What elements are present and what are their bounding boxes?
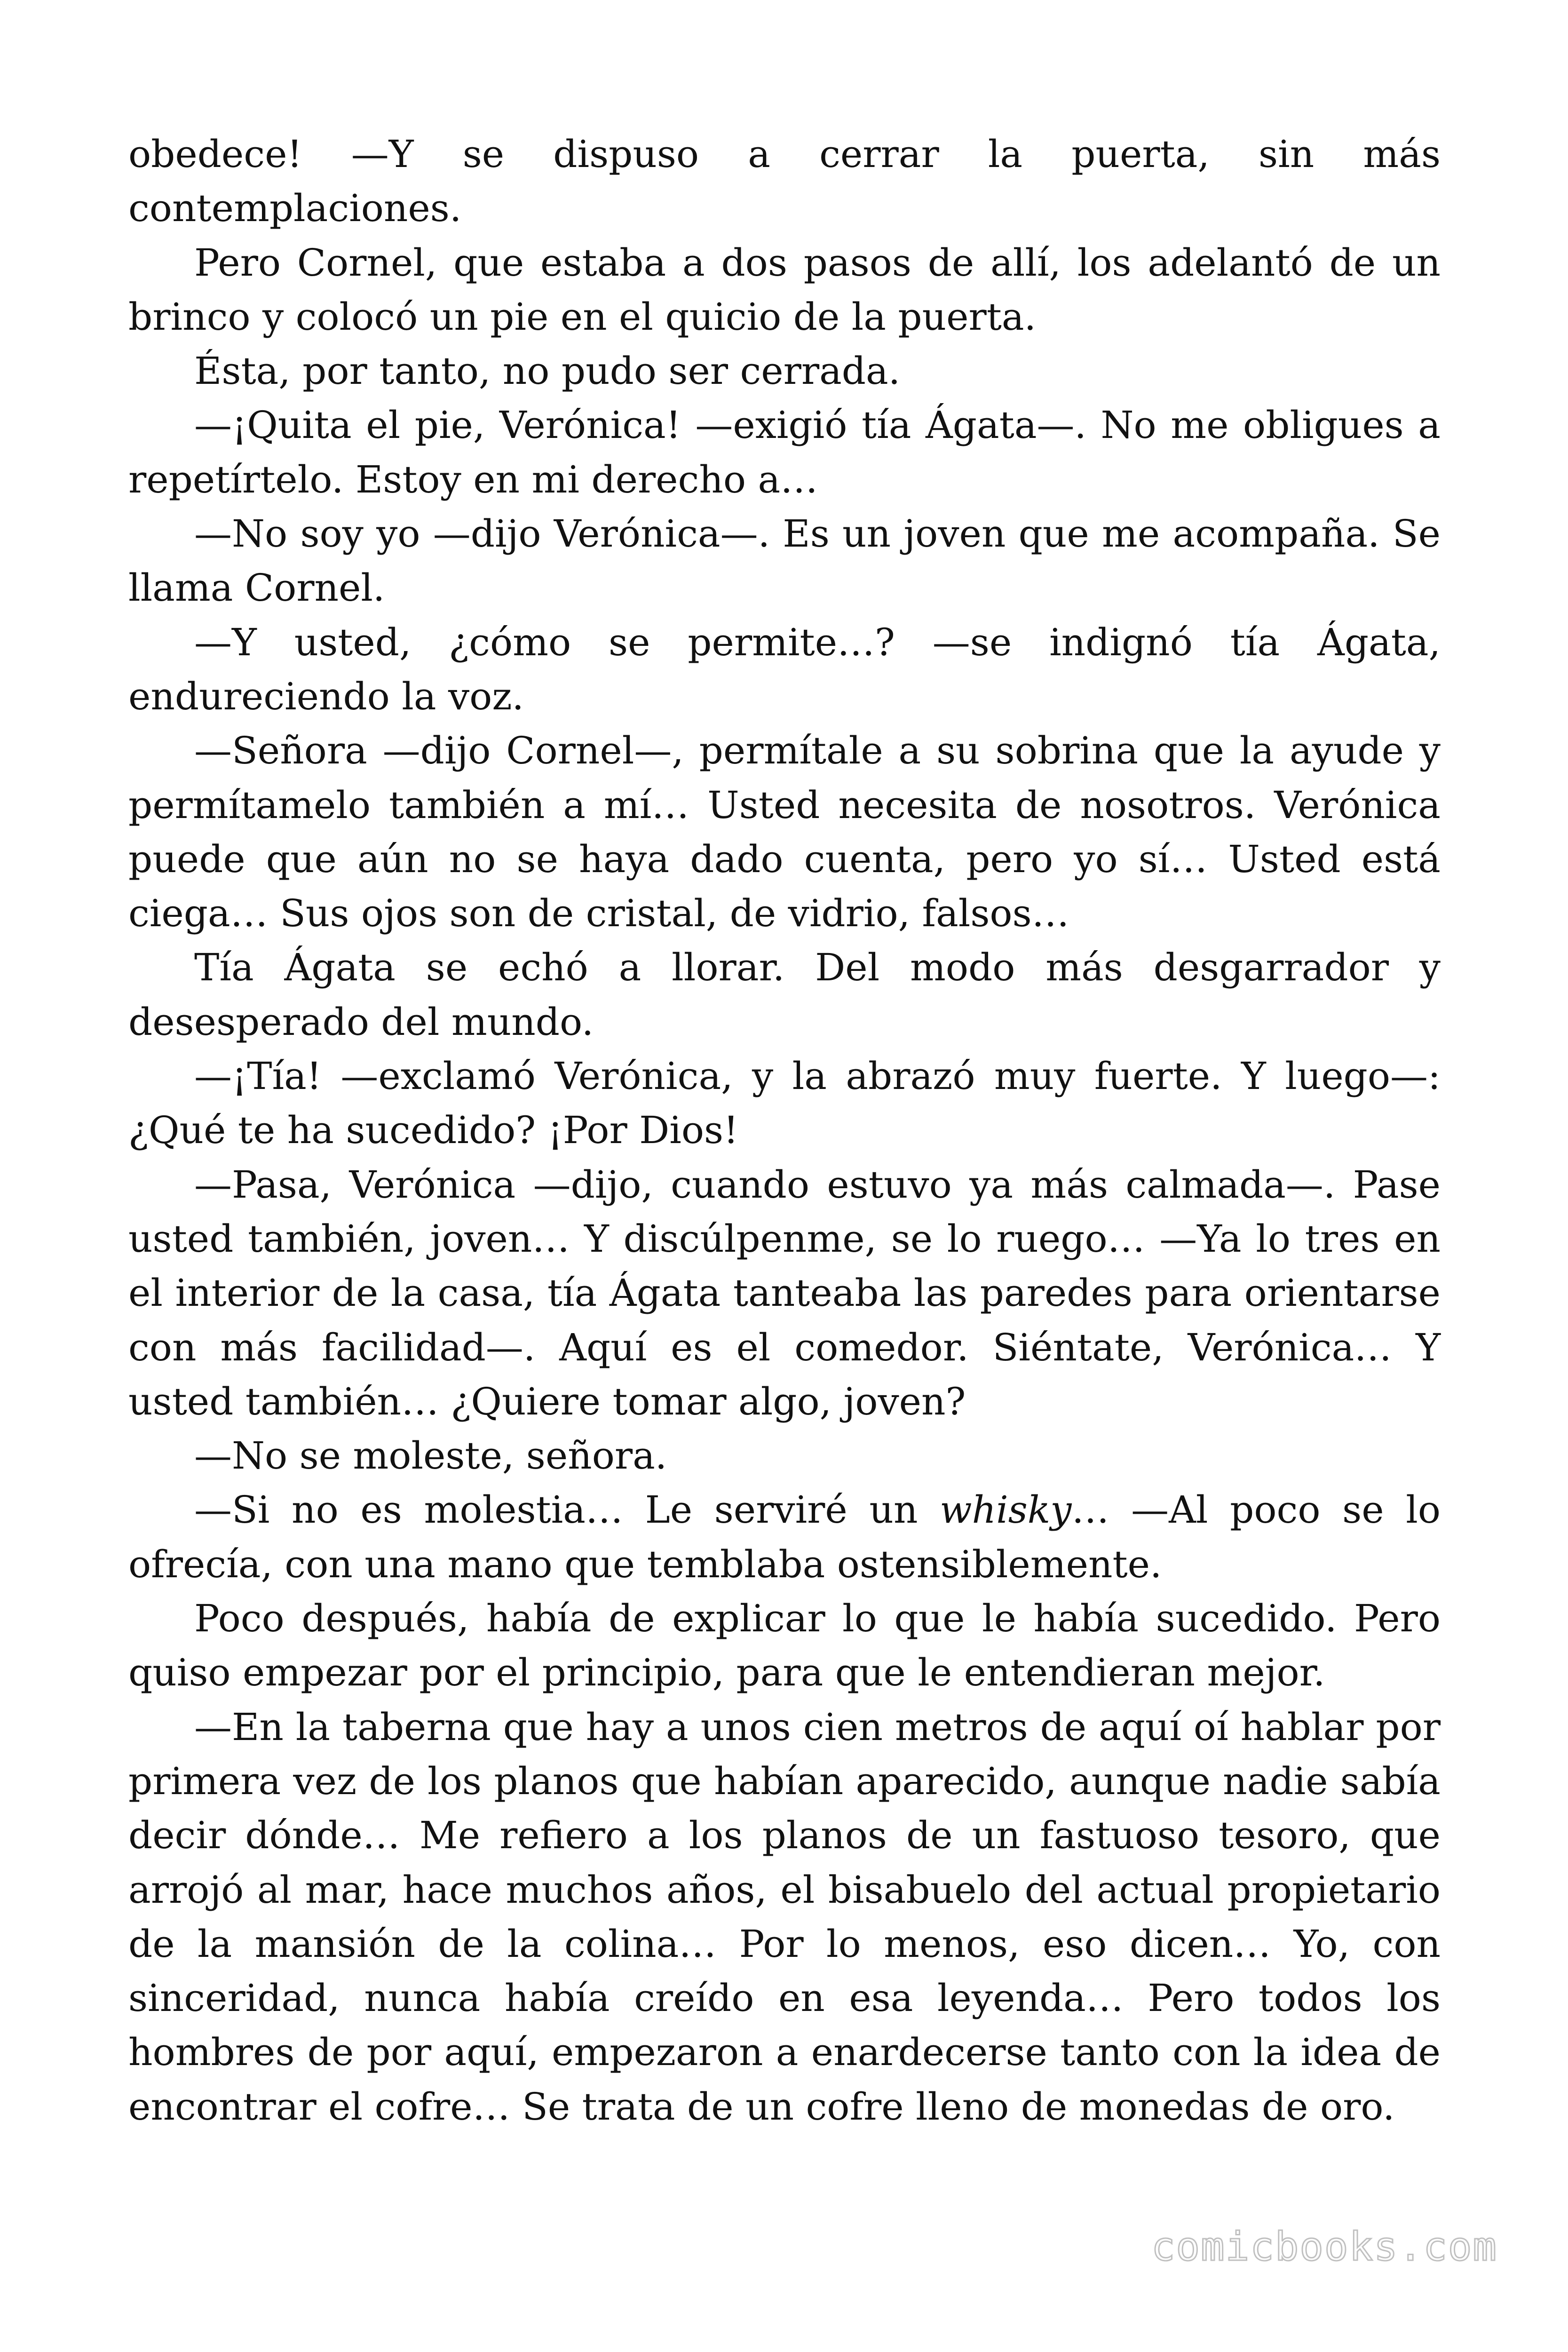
paragraph-text: … —Al poco se lo ofrecía, con una mano que temblaba ostensiblemente. <box>128 1488 1441 1586</box>
paragraph: —No soy yo —dijo Verónica—. Es un joven que me acompaña. Se llama Cornel. <box>128 512 1441 610</box>
paragraph: —¡Quita el pie, Verónica! —exigió tía Ágata—. No me obligues a repetírtelo. Estoy en mi derecho a… <box>128 403 1441 501</box>
paragraph-text: —Si no es molestia… Le serviré un <box>194 1488 940 1532</box>
paragraph: —Pasa, Verónica —dijo, cuando estuvo ya más calmada—. Pase usted también, joven… Y discúlpenme, se lo ruego… —Ya lo tres en el interior de la casa, tía Ágata tanteaba las paredes para orientarse con más facilidad—. Aquí es el comedor. Siéntate, Verónica… Y usted también… ¿Quiere tomar algo, joven? <box>128 1162 1441 1423</box>
paragraph: Poco después, había de explicar lo que le había sucedido. Pero quiso empezar por el principio, para que le entendieran mejor. <box>128 1597 1441 1695</box>
paragraph: —Señora —dijo Cornel—, permítale a su sobrina que la ayude y permítamelo también a mí… Usted necesita de nosotros. Verónica puede que aún no se haya dado cuenta, pero yo sí… Usted está ciega… Sus ojos son de cristal, de vidrio, falsos… <box>128 729 1441 936</box>
italic-word: whisky <box>940 1488 1072 1532</box>
paragraph: —¡Tía! —exclamó Verónica, y la abrazó muy fuerte. Y luego—: ¿Qué te ha sucedido? ¡Por Dios! <box>128 1054 1441 1152</box>
watermark: comicbooks.com <box>1151 2224 1497 2270</box>
paragraph: obedece! —Y se dispuso a cerrar la puerta, sin más contemplaciones. <box>128 132 1441 230</box>
paragraph <box>128 1483 1441 1591</box>
paragraph: —No se moleste, señora. <box>194 1434 667 1478</box>
paragraph: —Y usted, ¿cómo se permite…? —se indignó tía Ágata, endureciendo la voz. <box>128 620 1441 718</box>
paragraph: Ésta, por tanto, no pudo ser cerrada. <box>194 349 901 393</box>
paragraph: Pero Cornel, que estaba a dos pasos de allí, los adelantó de un brinco y colocó un pie en el quicio de la puerta. <box>128 240 1441 339</box>
paragraph: Tía Ágata se echó a llorar. Del modo más desgarrador y desesperado del mundo. <box>128 946 1441 1044</box>
page-body <box>128 127 1441 2134</box>
paragraph: —En la taberna que hay a unos cien metros de aquí oí hablar por primera vez de los planos que habían aparecido, aunque nadie sabía decir dónde… Me refiero a los planos de un fastuoso tesoro, que arrojó al mar, hace muchos años, el bisabuelo del actual propietario de la mansión de la colina… Por lo menos, eso dicen… Yo, con sinceridad, nunca había creído en esa leyenda… Pero todos los hombres de por aquí, empezaron a enardecerse tanto con la idea de encontrar el cofre… Se trata de un cofre lleno de monedas de oro. <box>128 1705 1441 2129</box>
